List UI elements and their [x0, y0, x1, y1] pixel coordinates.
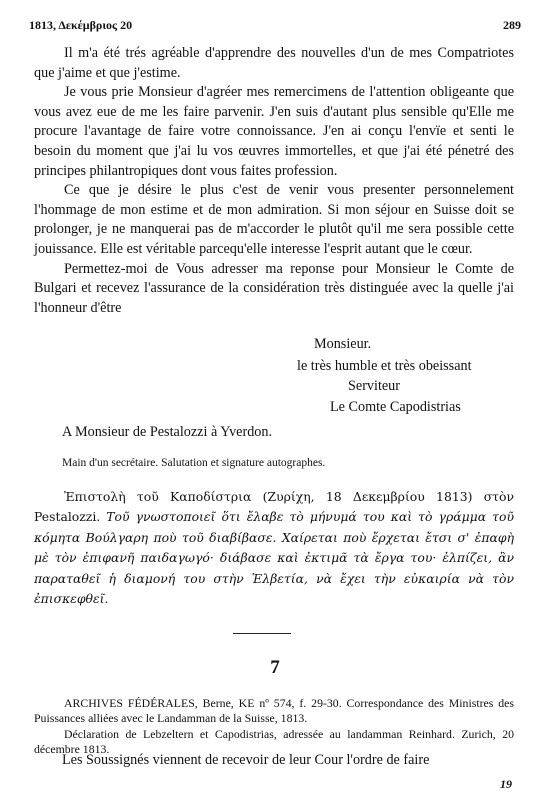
header-date: 1813, Δεκέμβριος 20 [29, 18, 133, 32]
closing-signature: Le Comte Capodistrias [330, 399, 461, 415]
running-header [29, 18, 521, 34]
letter-paragraph: Je vous prie Monsieur d'agréer mes remercimens de l'attention obligeante que vous avez eue de me les faire parvenir. J'en suis d'autant plus sensible qu'Elle me procure l'avantage de faire votre connoissance. J'en ai conçu l'envïe et senti le besoin du moment que j'ai lu vos œuvres immortelles, et que j'ai été pénetré des principes philantropiques dont vous faites profession. [34, 84, 514, 179]
editorial-note: Main d'un secrétaire. Salutation et signature autographes. [62, 457, 326, 469]
greek-summary-body: Τοῦ γνωστοποιεῖ ὅτι ἔλαβε τὸ μήνυμά του καὶ τὸ γράμμα τοῦ κόμητα Βούλγαρη ποὺ τοῦ διαβίβασε. Χαίρεται ποὺ ἔρχεται ἔτσι σ' ἐπαφὴ μὲ τὸν ἐπιφανῆ παιδαγωγό· διάβασε καὶ ἐκτιμᾶ τὰ ἔργα του· ἐλπίζει, ἂν παραταθεῖ ἡ διαμονή του στὴν Ἑλβετία, νὰ ἔχει τὴν εὐκαιρία νὰ τὸν ἐπισκεφθεῖ. [34, 509, 514, 607]
letter-address: A Monsieur de Pestalozzi à Yverdon. [62, 424, 273, 440]
greek-summary-lead: Ἐπιστολὴ τοῦ Καποδίστρια (Ζυρίχη, 18 Δεκεμβρίου 1813) στὸν Pestalozzi. [34, 489, 514, 525]
document-first-line: Les Soussignés viennent de recevoir de leur Cour l'ordre de faire [62, 752, 430, 768]
closing-salutation: Monsieur. [314, 336, 372, 352]
archive-description: Déclaration de Lebzeltern et Capodistrias, adressée au landamman Reinhard. Zurich, 20 décembre 1813. [34, 726, 514, 757]
section-divider [233, 633, 291, 634]
letter-paragraph: Permettez-moi de Vous adresser ma reponse pour Monsieur le Comte de Bulgari et recevez l'assurance de la considération très distinguée avec la quelle j'ai l'honneur d'être [34, 260, 514, 316]
letter-body [34, 44, 514, 318]
page-number: 289 [503, 18, 521, 32]
closing-line: Serviteur [348, 378, 401, 394]
letter-paragraph: Ce que je désire le plus c'est de venir vous presenter personnelement l'hommage de mon estime et de mon admiration. Si mon séjour en Suisse doit se prolonger, je ne manquerai pas de m'accorder le plutôt qu'il me sera possible cette jouissance. Elle est véritable parcequ'elle interesse l'esprit autant que le cœur. [34, 182, 514, 257]
archive-citation: ARCHIVES FÉDÉRALES, Berne, KE nº 574, f. 29-30. Correspondance des Ministres des Puissances alliées avec le Landamman de la Suisse, 1813. [34, 696, 514, 726]
greek-summary [34, 487, 514, 609]
signature-mark: 19 [500, 777, 512, 791]
section-number: 7 [270, 657, 280, 678]
closing-line: le très humble et très obeissant [297, 358, 472, 374]
letter-paragraph: Il m'a été trés agréable d'apprendre des nouvelles d'un de mes Compatriotes que j'aime et que j'estime. [34, 45, 514, 81]
archive-reference [34, 696, 514, 758]
